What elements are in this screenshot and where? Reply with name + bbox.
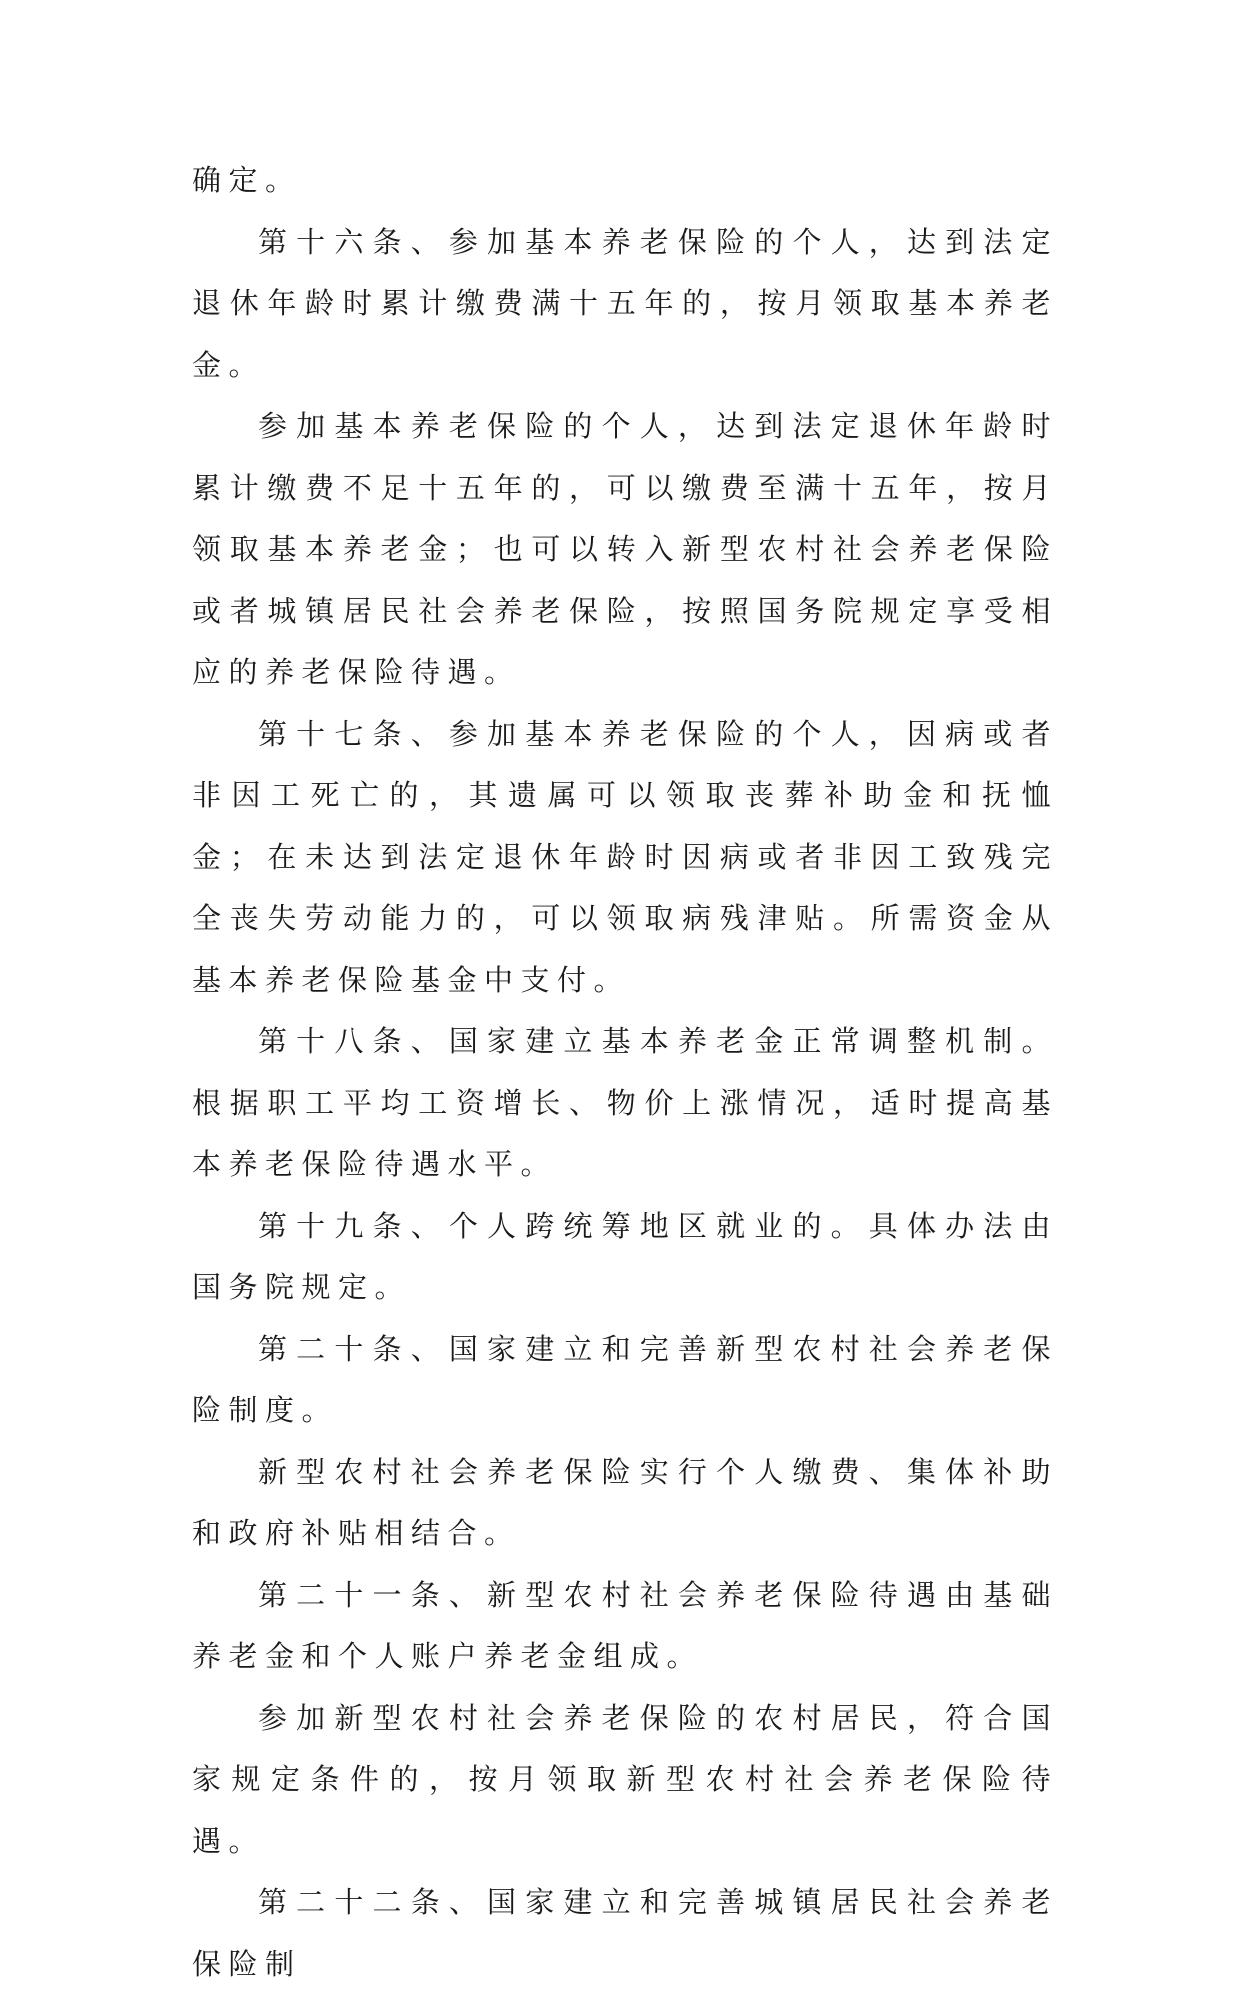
paragraph-9: 第二十一条、新型农村社会养老保险待遇由基础养老金和个人账户养老金组成。 xyxy=(192,1577,1058,1673)
paragraph-2: 第十六条、参加基本养老保险的个人，达到法定退休年龄时累计缴费满十五年的，按月领取基本养老金。 xyxy=(192,224,1058,382)
paragraph-1: 确定。 xyxy=(192,163,302,197)
document-body xyxy=(192,150,1058,1995)
paragraph-7: 第二十条、国家建立和完善新型农村社会养老保险制度。 xyxy=(192,1331,1058,1427)
paragraph-3: 参加基本养老保险的个人，达到法定退休年龄时累计缴费不足十五年的，可以缴费至满十五年，按月领取基本养老金；也可以转入新型农村社会养老保险或者城镇居民社会养老保险，按照国务院规定享受相应的养老保险待遇。 xyxy=(192,409,1058,689)
paragraph-11: 第二十二条、国家建立和完善城镇居民社会养老保险制 xyxy=(192,1885,1058,1981)
paragraph-5: 第十八条、国家建立基本养老金正常调整机制。根据职工平均工资增长、物价上涨情况，适时提高基本养老保险待遇水平。 xyxy=(192,1024,1058,1181)
paragraph-10: 参加新型农村社会养老保险的农村居民，符合国家规定条件的，按月领取新型农村社会养老保险待遇。 xyxy=(192,1700,1058,1858)
paragraph-4: 第十七条、参加基本养老保险的个人，因病或者非因工死亡的，其遗属可以领取丧葬补助金和抚恤金；在未达到法定退休年龄时因病或者非因工致残完全丧失劳动能力的，可以领取病残津贴。所需资金从基本养老保险基金中支付。 xyxy=(192,716,1058,997)
paragraph-8: 新型农村社会养老保险实行个人缴费、集体补助和政府补贴相结合。 xyxy=(192,1454,1058,1550)
paragraph-6: 第十九条、个人跨统筹地区就业的。具体办法由国务院规定。 xyxy=(192,1208,1058,1304)
